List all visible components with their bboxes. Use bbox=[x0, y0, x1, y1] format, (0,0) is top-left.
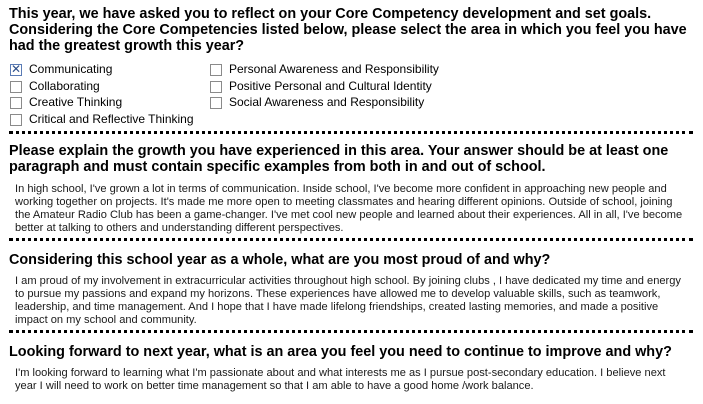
option-communicating[interactable] bbox=[10, 62, 112, 77]
checkbox-icon[interactable] bbox=[10, 114, 22, 126]
question-4-answer[interactable]: I'm looking forward to learning what I'm passionate about and what interests me as I pursue post-secondary education. I believe next year I will need to work on better time management so that I am able to have a good home /work balance. bbox=[15, 367, 666, 392]
option-label: Personal Awareness and Responsibility bbox=[229, 62, 439, 76]
option-label: Collaborating bbox=[29, 79, 100, 93]
checkbox-checked-icon[interactable] bbox=[10, 61, 22, 76]
option-creative-thinking[interactable] bbox=[10, 95, 122, 110]
option-label: Communicating bbox=[29, 62, 113, 76]
checkbox-icon[interactable] bbox=[210, 97, 222, 109]
checkbox-icon[interactable] bbox=[210, 81, 222, 93]
question-2-answer[interactable]: In high school, I've grown a lot in terms of communication. Inside school, I've become more confident in approaching new people and working together on projects. It's made me more open to meeting classmates and hearing different opinions. Outside of school, joining the Amateur Radio Club has been a game-changer. I've met cool new people and learned about their experiences. All in all, I've become better at talking to others and understanding different perspectives. bbox=[15, 183, 683, 234]
option-label: Critical and Reflective Thinking bbox=[29, 112, 194, 126]
question-2-title: Please explain the growth you have experienced in this area. Your answer should be at least one paragraph and must contain specific examples from both in and out of school. bbox=[9, 143, 669, 175]
question-1-title: This year, we have asked you to reflect on your Core Competency development and set goals. Considering the Core Competencies listed below, please select the area in which you feel you have had the greatest growth this year? bbox=[9, 6, 687, 54]
option-collaborating[interactable] bbox=[10, 79, 100, 94]
x-check-icon: ✕ bbox=[11, 61, 22, 76]
core-competency-options bbox=[10, 62, 700, 130]
option-label: Creative Thinking bbox=[29, 95, 123, 109]
option-personal-awareness[interactable] bbox=[210, 62, 439, 77]
question-3-title: Considering this school year as a whole, what are you most proud of and why? bbox=[9, 252, 551, 268]
section-divider bbox=[9, 131, 693, 134]
option-critical-reflective-thinking[interactable] bbox=[10, 112, 194, 127]
question-3-answer[interactable]: I am proud of my involvement in extracurricular activities throughout high school. By joining clubs , I have dedicated my time and energy to pursue my passions and expand my horizons. These experiences have allowed me to develop valuable skills, such as teamwork, leadership, and time management. And I hope that I have made lifelong friendships, created lasting memories, and made a positive impact on my school and community. bbox=[15, 275, 681, 326]
section-divider bbox=[9, 238, 693, 241]
checkbox-icon[interactable] bbox=[10, 81, 22, 93]
checkbox-icon[interactable] bbox=[210, 64, 222, 76]
option-social-awareness[interactable] bbox=[210, 95, 424, 110]
option-label: Social Awareness and Responsibility bbox=[229, 95, 425, 109]
section-divider bbox=[9, 330, 693, 333]
option-label: Positive Personal and Cultural Identity bbox=[229, 79, 432, 93]
question-4-title: Looking forward to next year, what is an area you feel you need to continue to improve and why? bbox=[9, 344, 672, 360]
option-positive-identity[interactable] bbox=[210, 79, 432, 94]
checkbox-icon[interactable] bbox=[10, 97, 22, 109]
